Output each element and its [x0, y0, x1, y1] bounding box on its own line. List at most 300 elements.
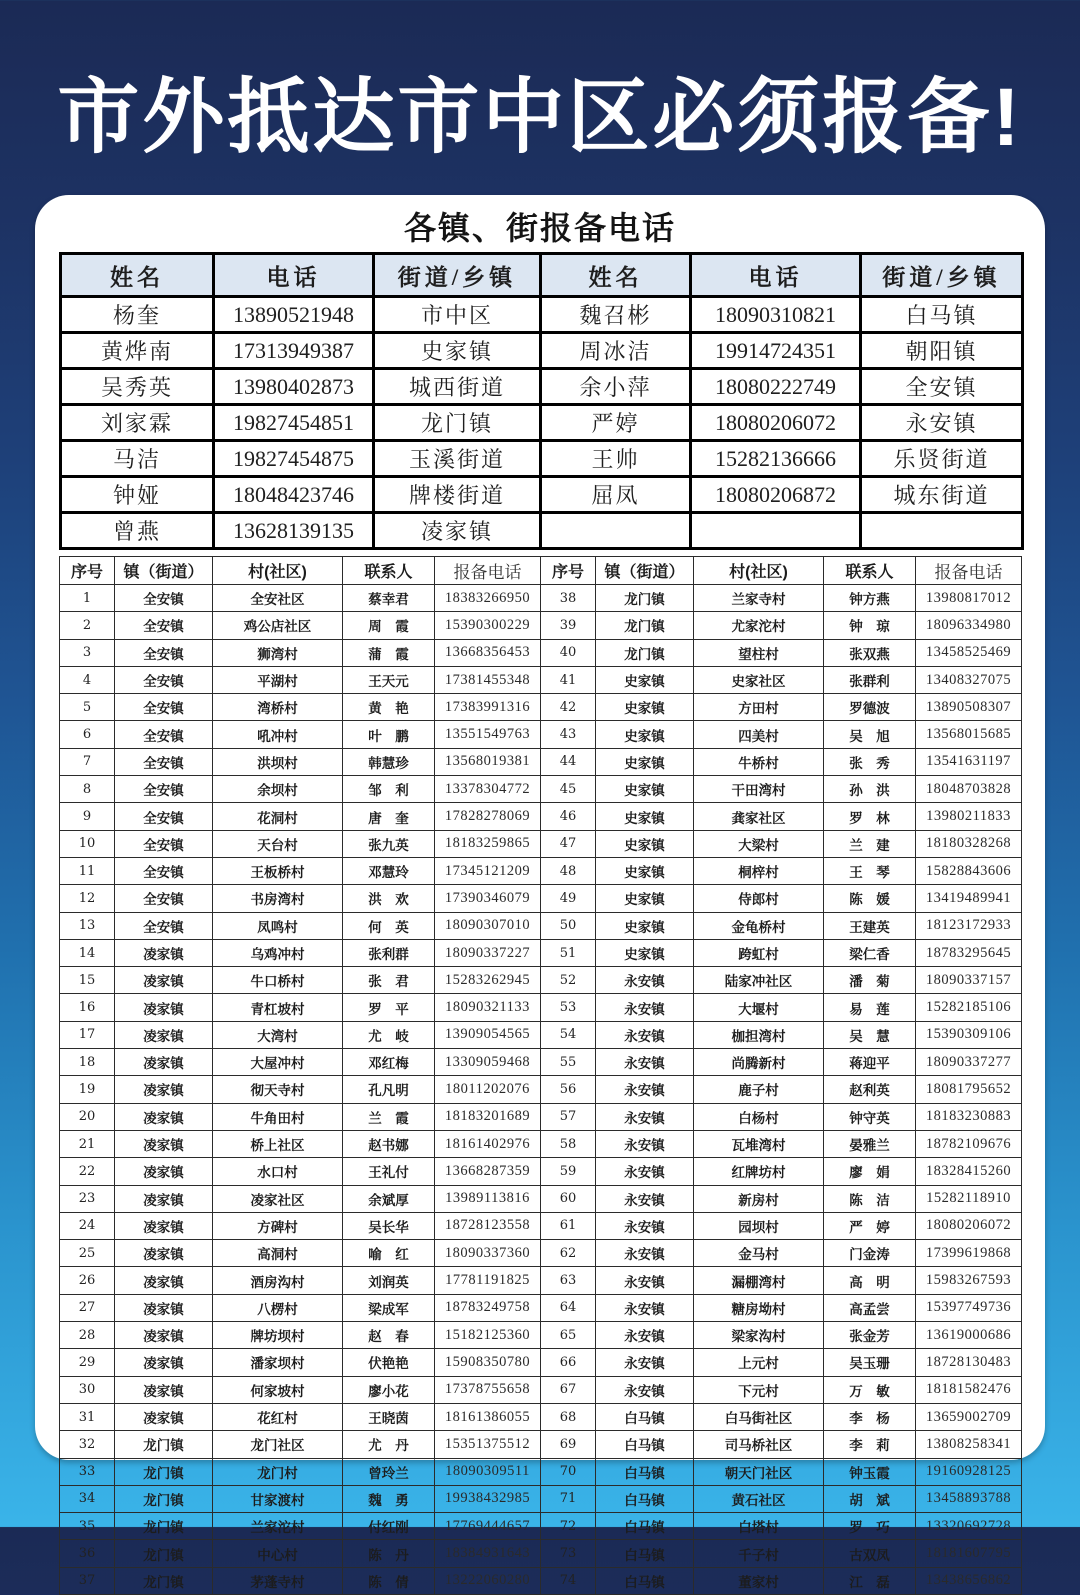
village-header-row — [60, 557, 1022, 585]
village-name: 乌鸡冲村 — [213, 939, 343, 966]
village-name: 潘家坝村 — [213, 1349, 343, 1376]
report-phone: 17345121209 — [435, 857, 541, 884]
report-phone: 18183201689 — [435, 1103, 541, 1130]
report-phone: 17769444657 — [435, 1513, 541, 1540]
village-name: 龙门社区 — [213, 1431, 343, 1458]
table-row — [60, 1458, 1022, 1485]
town-name: 凌家镇 — [115, 967, 213, 994]
town-name: 白马镇 — [596, 1403, 694, 1430]
village-name: 四美村 — [694, 721, 824, 748]
contact-name: 赵利英 — [824, 1076, 916, 1103]
row-index: 14 — [60, 939, 115, 966]
report-phone: 15828843606 — [916, 857, 1022, 884]
contact-name: 吴秀英 — [61, 369, 214, 405]
town-name: 凌家镇 — [115, 994, 213, 1021]
contact-name: 黄 艳 — [343, 694, 435, 721]
row-index: 19 — [60, 1076, 115, 1103]
town-name: 永安镇 — [596, 1076, 694, 1103]
report-phone: 17378755658 — [435, 1376, 541, 1403]
row-index: 46 — [541, 803, 596, 830]
town-name: 全安镇 — [115, 639, 213, 666]
contact-name: 潘 菊 — [824, 967, 916, 994]
row-index: 58 — [541, 1130, 596, 1157]
report-phone: 18181607795 — [916, 1540, 1022, 1567]
contact-name: 付红刚 — [343, 1513, 435, 1540]
contact-name: 王建英 — [824, 912, 916, 939]
row-index: 47 — [541, 830, 596, 857]
village-name: 茅蓬寺村 — [213, 1567, 343, 1594]
report-phone: 15182125360 — [435, 1322, 541, 1349]
town-name: 永安镇 — [596, 1267, 694, 1294]
report-phone: 13890508307 — [916, 694, 1022, 721]
table-row — [60, 803, 1022, 830]
table-row — [60, 830, 1022, 857]
town-name: 白马镇 — [596, 1567, 694, 1594]
row-index: 6 — [60, 721, 115, 748]
village-name: 湾桥村 — [213, 694, 343, 721]
report-phone: 13320692728 — [916, 1513, 1022, 1540]
contact-name: 钟方燕 — [824, 585, 916, 612]
row-index: 71 — [541, 1485, 596, 1512]
contact-name: 王晓茵 — [343, 1403, 435, 1430]
town-name: 史家镇 — [596, 748, 694, 775]
town-name: 永安镇 — [596, 1349, 694, 1376]
contact-name: 尤 丹 — [343, 1431, 435, 1458]
report-phone: 15983267593 — [916, 1267, 1022, 1294]
village-name: 侍郎村 — [694, 885, 824, 912]
town-name: 史家镇 — [596, 776, 694, 803]
report-phone: 13980211833 — [916, 803, 1022, 830]
village-name: 跨虹村 — [694, 939, 824, 966]
row-index: 51 — [541, 939, 596, 966]
report-phone: 13668356453 — [435, 639, 541, 666]
village-name: 大梁村 — [694, 830, 824, 857]
report-phone: 18783249758 — [435, 1294, 541, 1321]
village-name: 高洞村 — [213, 1240, 343, 1267]
table-row — [60, 885, 1022, 912]
report-phone: 18782109676 — [916, 1130, 1022, 1157]
row-index: 5 — [60, 694, 115, 721]
contact-name: 唐 奎 — [343, 803, 435, 830]
report-phone: 18090337360 — [435, 1240, 541, 1267]
town-name: 史家镇 — [596, 721, 694, 748]
table-row — [60, 1540, 1022, 1567]
village-name: 花洞村 — [213, 803, 343, 830]
village-name: 上元村 — [694, 1349, 824, 1376]
contact-name: 陈 倩 — [343, 1567, 435, 1594]
row-index: 10 — [60, 830, 115, 857]
village-name: 方田村 — [694, 694, 824, 721]
village-header-cell: 联系人 — [824, 557, 916, 585]
row-index: 1 — [60, 585, 115, 612]
town-name: 全安镇 — [115, 857, 213, 884]
town-name: 永安镇 — [596, 1103, 694, 1130]
village-header-cell: 序号 — [60, 557, 115, 585]
table-row — [61, 333, 1023, 369]
row-index: 59 — [541, 1158, 596, 1185]
contact-name: 吴玉珊 — [824, 1349, 916, 1376]
report-phone: 17383991316 — [435, 694, 541, 721]
report-phone: 15282185106 — [916, 994, 1022, 1021]
report-phone: 13989113816 — [435, 1185, 541, 1212]
town-name: 永安镇 — [596, 1049, 694, 1076]
contact-name: 曾燕 — [61, 513, 214, 549]
row-index: 56 — [541, 1076, 596, 1103]
contact-name: 李 杨 — [824, 1403, 916, 1430]
town-name: 永安镇 — [596, 1376, 694, 1403]
village-name: 干田湾村 — [694, 776, 824, 803]
table-row — [60, 1240, 1022, 1267]
row-index: 23 — [60, 1185, 115, 1212]
town-name: 凌家镇 — [115, 1103, 213, 1130]
table-row — [60, 912, 1022, 939]
table-row — [60, 1049, 1022, 1076]
village-header-cell: 联系人 — [343, 557, 435, 585]
town-name: 史家镇 — [596, 666, 694, 693]
contact-area — [861, 513, 1023, 549]
village-name: 全安社区 — [213, 585, 343, 612]
report-phone: 18180328268 — [916, 830, 1022, 857]
row-index: 36 — [60, 1540, 115, 1567]
town-name: 凌家镇 — [115, 1076, 213, 1103]
report-phone: 13458893788 — [916, 1485, 1022, 1512]
table-row — [60, 639, 1022, 666]
table-row — [60, 857, 1022, 884]
contact-name: 张 秀 — [824, 748, 916, 775]
village-name: 洪坝村 — [213, 748, 343, 775]
town-name: 龙门镇 — [115, 1458, 213, 1485]
report-phone: 13408327075 — [916, 666, 1022, 693]
town-name: 全安镇 — [115, 694, 213, 721]
contacts-header-cell: 姓名 — [61, 254, 214, 297]
contact-area: 牌楼街道 — [374, 477, 541, 513]
village-name: 八楞村 — [213, 1294, 343, 1321]
town-name: 史家镇 — [596, 830, 694, 857]
row-index: 2 — [60, 612, 115, 639]
row-index: 62 — [541, 1240, 596, 1267]
contact-area: 朝阳镇 — [861, 333, 1023, 369]
town-name: 白马镇 — [596, 1431, 694, 1458]
report-phone: 18090307010 — [435, 912, 541, 939]
contact-area: 永安镇 — [861, 405, 1023, 441]
table-row — [60, 666, 1022, 693]
contact-name: 严 婷 — [824, 1212, 916, 1239]
village-table — [59, 556, 1022, 1595]
table-row — [60, 1267, 1022, 1294]
table-row — [60, 1076, 1022, 1103]
contact-area: 全安镇 — [861, 369, 1023, 405]
row-index: 32 — [60, 1431, 115, 1458]
contact-name: 余小萍 — [541, 369, 691, 405]
village-name: 陆家冲社区 — [694, 967, 824, 994]
village-name: 牛角田村 — [213, 1103, 343, 1130]
report-phone: 13568015685 — [916, 721, 1022, 748]
report-phone: 15908350780 — [435, 1349, 541, 1376]
village-name: 水口村 — [213, 1158, 343, 1185]
row-index: 73 — [541, 1540, 596, 1567]
report-phone: 17390346079 — [435, 885, 541, 912]
row-index: 63 — [541, 1267, 596, 1294]
contact-name: 钟 琼 — [824, 612, 916, 639]
row-index: 72 — [541, 1513, 596, 1540]
poster-title: 市外抵达市中区必须报备! — [57, 72, 1023, 163]
town-name: 全安镇 — [115, 721, 213, 748]
table-row — [60, 748, 1022, 775]
table-row — [61, 513, 1023, 549]
village-header-cell: 报备电话 — [916, 557, 1022, 585]
table-row — [60, 612, 1022, 639]
contact-name: 吴 慧 — [824, 1021, 916, 1048]
row-index: 69 — [541, 1431, 596, 1458]
village-name: 白塔村 — [694, 1513, 824, 1540]
contacts-header-cell: 电话 — [691, 254, 861, 297]
contact-name: 杨奎 — [61, 297, 214, 333]
report-phone: 18183259865 — [435, 830, 541, 857]
table-row — [60, 1485, 1022, 1512]
village-name: 鹿子村 — [694, 1076, 824, 1103]
town-name: 龙门镇 — [115, 1540, 213, 1567]
contact-name: 尤 岐 — [343, 1021, 435, 1048]
report-phone: 18123172933 — [916, 912, 1022, 939]
contact-name: 门金涛 — [824, 1240, 916, 1267]
row-index: 11 — [60, 857, 115, 884]
contact-name: 严婷 — [541, 405, 691, 441]
contact-name: 马洁 — [61, 441, 214, 477]
contact-name: 兰 建 — [824, 830, 916, 857]
town-name: 龙门镇 — [596, 612, 694, 639]
village-name: 尚腾新村 — [694, 1049, 824, 1076]
contact-name: 陈 媛 — [824, 885, 916, 912]
row-index: 74 — [541, 1567, 596, 1594]
contact-phone: 18090310821 — [691, 297, 861, 333]
row-index: 25 — [60, 1240, 115, 1267]
town-name: 永安镇 — [596, 1021, 694, 1048]
village-name: 下元村 — [694, 1376, 824, 1403]
contact-name: 洪 欢 — [343, 885, 435, 912]
table-row — [61, 477, 1023, 513]
table-row — [60, 776, 1022, 803]
contact-name: 刘润英 — [343, 1267, 435, 1294]
contact-name: 刘家霖 — [61, 405, 214, 441]
report-phone: 18090337277 — [916, 1049, 1022, 1076]
village-name: 兰家寺村 — [694, 585, 824, 612]
village-name: 天台村 — [213, 830, 343, 857]
contacts-header-cell: 电话 — [214, 254, 374, 297]
village-name: 龙门村 — [213, 1458, 343, 1485]
contact-name: 蒋迎平 — [824, 1049, 916, 1076]
village-name: 花红村 — [213, 1403, 343, 1430]
report-phone: 13419489941 — [916, 885, 1022, 912]
table-row — [60, 1513, 1022, 1540]
town-name: 永安镇 — [596, 1130, 694, 1157]
table-row — [60, 1567, 1022, 1594]
contact-name: 江 磊 — [824, 1567, 916, 1594]
village-name: 瓦堆湾村 — [694, 1130, 824, 1157]
table-row — [60, 1403, 1022, 1430]
contact-name: 吴 旭 — [824, 721, 916, 748]
row-index: 60 — [541, 1185, 596, 1212]
report-phone: 18728123558 — [435, 1212, 541, 1239]
table-row — [61, 441, 1023, 477]
contact-name: 钟守英 — [824, 1103, 916, 1130]
village-name: 千子村 — [694, 1540, 824, 1567]
row-index: 34 — [60, 1485, 115, 1512]
contact-name: 蔡幸君 — [343, 585, 435, 612]
village-name: 白杨村 — [694, 1103, 824, 1130]
row-index: 41 — [541, 666, 596, 693]
town-name: 凌家镇 — [115, 1021, 213, 1048]
report-phone: 18080206072 — [916, 1212, 1022, 1239]
row-index: 68 — [541, 1403, 596, 1430]
row-index: 48 — [541, 857, 596, 884]
table-row — [60, 1431, 1022, 1458]
row-index: 49 — [541, 885, 596, 912]
contact-name: 曾玲兰 — [343, 1458, 435, 1485]
table-row — [61, 297, 1023, 333]
town-name: 凌家镇 — [115, 1267, 213, 1294]
table-row — [60, 1212, 1022, 1239]
town-name: 凌家镇 — [115, 1240, 213, 1267]
row-index: 40 — [541, 639, 596, 666]
report-phone: 13568019381 — [435, 748, 541, 775]
report-phone: 18384931643 — [435, 1540, 541, 1567]
contact-name — [541, 513, 691, 549]
town-name: 永安镇 — [596, 1185, 694, 1212]
row-index: 42 — [541, 694, 596, 721]
contact-name: 晏雅兰 — [824, 1130, 916, 1157]
table-row — [61, 405, 1023, 441]
contacts-header-row — [61, 254, 1023, 297]
village-name: 凌家社区 — [213, 1185, 343, 1212]
contact-name: 罗德波 — [824, 694, 916, 721]
town-name: 史家镇 — [596, 803, 694, 830]
town-name: 龙门镇 — [115, 1567, 213, 1594]
contacts-header-cell: 街道/乡镇 — [374, 254, 541, 297]
table-row — [60, 939, 1022, 966]
row-index: 13 — [60, 912, 115, 939]
row-index: 37 — [60, 1567, 115, 1594]
town-name: 永安镇 — [596, 1212, 694, 1239]
row-index: 29 — [60, 1349, 115, 1376]
row-index: 57 — [541, 1103, 596, 1130]
card-title: 各镇、街报备电话 — [403, 210, 676, 246]
report-phone: 15397749736 — [916, 1294, 1022, 1321]
town-name: 全安镇 — [115, 912, 213, 939]
table-row — [60, 1349, 1022, 1376]
report-phone: 18081795652 — [916, 1076, 1022, 1103]
contact-name: 罗 林 — [824, 803, 916, 830]
row-index: 31 — [60, 1403, 115, 1430]
row-index: 21 — [60, 1130, 115, 1157]
contact-name: 伏艳艳 — [343, 1349, 435, 1376]
village-name: 牛口桥村 — [213, 967, 343, 994]
report-phone: 15283262945 — [435, 967, 541, 994]
town-name: 永安镇 — [596, 1322, 694, 1349]
row-index: 35 — [60, 1513, 115, 1540]
village-name: 史家社区 — [694, 666, 824, 693]
village-name: 牛桥村 — [694, 748, 824, 775]
row-index: 20 — [60, 1103, 115, 1130]
town-name: 永安镇 — [596, 967, 694, 994]
village-name: 司马桥社区 — [694, 1431, 824, 1458]
contact-area: 凌家镇 — [374, 513, 541, 549]
town-name: 史家镇 — [596, 885, 694, 912]
table-row — [60, 967, 1022, 994]
town-name: 凌家镇 — [115, 939, 213, 966]
town-name: 永安镇 — [596, 1158, 694, 1185]
report-phone: 13909054565 — [435, 1021, 541, 1048]
contact-name: 张 君 — [343, 967, 435, 994]
contact-name: 易 莲 — [824, 994, 916, 1021]
row-index: 45 — [541, 776, 596, 803]
row-index: 30 — [60, 1376, 115, 1403]
report-phone: 18161386055 — [435, 1403, 541, 1430]
village-header-cell: 序号 — [541, 557, 596, 585]
row-index: 44 — [541, 748, 596, 775]
village-name: 书房湾村 — [213, 885, 343, 912]
row-index: 16 — [60, 994, 115, 1021]
contact-name: 蒲 霞 — [343, 639, 435, 666]
village-name: 何家坡村 — [213, 1376, 343, 1403]
report-phone: 15282118910 — [916, 1185, 1022, 1212]
contact-name: 李 莉 — [824, 1431, 916, 1458]
table-row — [60, 1376, 1022, 1403]
contact-area: 市中区 — [374, 297, 541, 333]
contacts-table — [59, 252, 1024, 550]
contact-name: 张利群 — [343, 939, 435, 966]
village-header-cell: 村(社区) — [213, 557, 343, 585]
contact-name: 孙 洪 — [824, 776, 916, 803]
contact-name: 兰 霞 — [343, 1103, 435, 1130]
contact-name: 罗 平 — [343, 994, 435, 1021]
contact-phone: 18080222749 — [691, 369, 861, 405]
village-name: 兰家沱村 — [213, 1513, 343, 1540]
village-name: 新房村 — [694, 1185, 824, 1212]
village-name: 龚家社区 — [694, 803, 824, 830]
table-row — [60, 1322, 1022, 1349]
town-name: 凌家镇 — [115, 1130, 213, 1157]
contact-name: 周冰洁 — [541, 333, 691, 369]
contact-name: 韩慧珍 — [343, 748, 435, 775]
report-phone: 18090309511 — [435, 1458, 541, 1485]
contacts-header-cell: 街道/乡镇 — [861, 254, 1023, 297]
contact-phone: 13980402873 — [214, 369, 374, 405]
row-index: 3 — [60, 639, 115, 666]
row-index: 55 — [541, 1049, 596, 1076]
village-name: 董家村 — [694, 1567, 824, 1594]
report-phone: 18090337157 — [916, 967, 1022, 994]
report-phone: 18090321133 — [435, 994, 541, 1021]
report-phone: 18090337227 — [435, 939, 541, 966]
town-name: 史家镇 — [596, 939, 694, 966]
row-index: 43 — [541, 721, 596, 748]
row-index: 33 — [60, 1458, 115, 1485]
contact-name: 梁成军 — [343, 1294, 435, 1321]
town-name: 全安镇 — [115, 585, 213, 612]
report-phone: 13378304772 — [435, 776, 541, 803]
table-row — [60, 1158, 1022, 1185]
contact-name: 罗 巧 — [824, 1513, 916, 1540]
row-index: 39 — [541, 612, 596, 639]
town-name: 白马镇 — [596, 1458, 694, 1485]
table-row — [60, 1294, 1022, 1321]
row-index: 64 — [541, 1294, 596, 1321]
town-name: 史家镇 — [596, 857, 694, 884]
contact-name: 吴长华 — [343, 1212, 435, 1239]
village-name: 王板桥村 — [213, 857, 343, 884]
row-index: 15 — [60, 967, 115, 994]
village-name: 金龟桥村 — [694, 912, 824, 939]
